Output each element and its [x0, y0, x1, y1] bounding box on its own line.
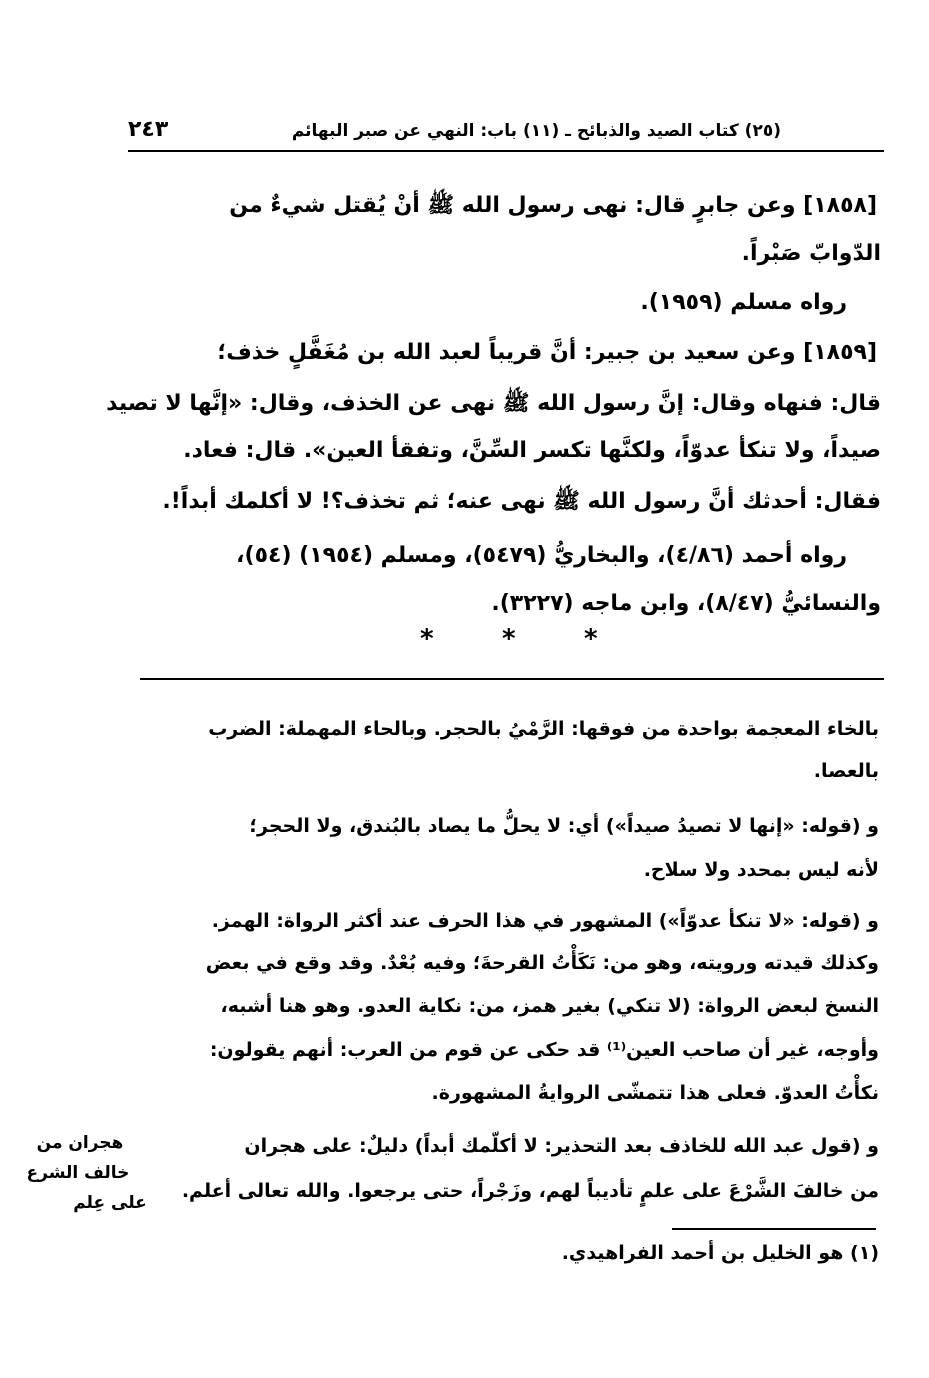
commentary-p3-line-3: النسخ لبعض الرواة: (لا تنكي) بغير همز، من: نكاية العدو. وهو هنا أشبه،	[220, 995, 879, 1017]
hadith-1859-line-1: [١٨٥٩] وعن سعيد بن جبير: أنَّ قريباً لعبد الله بن مُغَفَّلٍ خذف؛	[217, 340, 877, 365]
footnote-rule	[672, 1228, 876, 1230]
commentary-p3-line-4: وأوجه، غير أن صاحب العين⁽¹⁾ قد حكى عن قوم من العرب: أنهم يقولون:	[209, 1039, 879, 1061]
running-head-chapter: (٢٥) كتاب الصيد والذبائح ـ (١١) باب: النهي عن صبر البهائم	[291, 121, 781, 141]
hadith-1858-line-1: [١٨٥٨] وعن جابرٍ قال: نهى رسول الله ﷺ أنْ يُقتل شيءٌ من	[229, 193, 877, 218]
separator-star: *	[584, 624, 598, 654]
commentary-p4-line-2: من خالفَ الشَّرْعَ على علمٍ تأديباً لهم، وزَجْراً، حتى يرجعوا. والله تعالى أعلم.	[181, 1180, 879, 1202]
margin-note-line-3: على عِلم	[73, 1193, 147, 1213]
separator-star: *	[502, 624, 516, 654]
hadith-1858-line-2: الدّوابّ صَبْراً.	[741, 241, 881, 266]
commentary-p4-line-1: و (قول عبد الله للخاذف بعد التحذير: لا أكلّمك أبداً) دليلٌ: على هجران	[244, 1135, 879, 1157]
commentary-p2-line-2: لأنه ليس بمحدد ولا سلاح.	[643, 859, 879, 881]
hadith-1859-source-2: والنسائيُّ (٨/٤٧)، وابن ماجه (٣٢٢٧).	[491, 591, 881, 616]
commentary-p3-line-5: نكأْتُ العدوّ. فعلى هذا تتمشّى الروايةُ المشهورة.	[431, 1082, 879, 1104]
commentary-p3-line-1: و (قوله: «لا تنكأ عدوّاً») المشهور في هذا الحرف عند أكثر الرواة: الهمز.	[211, 910, 879, 932]
hadith-1859-source-1: رواه أحمد (٤/٨٦)، والبخاريُّ (٥٤٧٩)، ومسلم (١٩٥٤) (٥٤)،	[236, 543, 847, 568]
hadith-1858-source: رواه مسلم (١٩٥٩).	[640, 290, 847, 315]
separator-star: *	[420, 624, 434, 654]
header-rule	[128, 150, 884, 152]
commentary-p1-line-2: بالعصا.	[813, 760, 879, 782]
text-commentary-divider	[140, 678, 884, 680]
running-head-page-number: ٢٤٣	[128, 117, 169, 142]
hadith-1859-line-4: فقال: أحدثك أنَّ رسول الله ﷺ نهى عنه؛ ثم تخذف؟! لا أكلمك أبداً!.	[162, 489, 881, 514]
commentary-p3-line-2: وكذلك قيدته ورويته، وهو من: نَكَأْتُ القرحةَ؛ وفيه بُعْدٌ. وقد وقع في بعض	[205, 952, 879, 974]
hadith-1859-line-3: صيداً، ولا تنكأ عدوّاً، ولكنَّها تكسر السِّنَّ، وتفقأ العين». قال: فعاد.	[183, 438, 881, 463]
hadith-1859-line-2: قال: فنهاه وقال: إنَّ رسول الله ﷺ نهى عن الخذف، وقال: «إنَّها لا تصيد	[106, 391, 881, 416]
footnote: (١) هو الخليل بن أحمد الفراهيدي.	[561, 1242, 879, 1264]
margin-note-line-2: خالف الشرع	[26, 1163, 130, 1183]
commentary-p2-line-1: و (قوله: «إنها لا تصيدُ صيداً») أي: لا يحلُّ ما يصاد بالبُندق، ولا الحجر؛	[249, 815, 879, 837]
margin-note-line-1: هجران من	[36, 1133, 124, 1153]
commentary-p1-line-1: بالخاء المعجمة بواحدة من فوقها: الرَّمْيُ بالحجر. وبالحاء المهملة: الضرب	[208, 718, 879, 740]
